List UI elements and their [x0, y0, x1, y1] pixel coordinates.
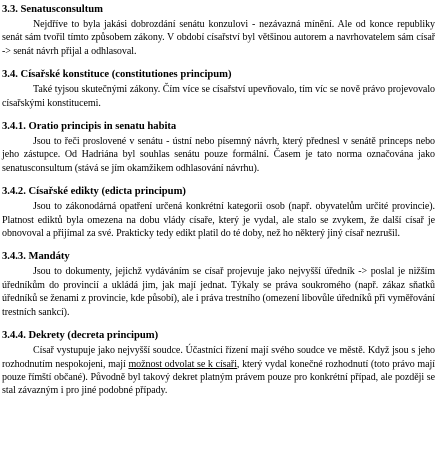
section-oratio-principis [2, 120, 435, 175]
section-cisarske-edikty [2, 185, 435, 240]
section-paragraph [2, 344, 435, 398]
section-dekrety [2, 329, 435, 398]
paragraph-text: Císař vystupuje jako nejvyšší soudce. Účastníci řízení mají svého soudce ve městě. Když jsou s jeho rozhodnutím nespokojeni, mají [2, 345, 435, 370]
section-senatusconsultum [2, 3, 435, 58]
section-cisarske-konstituce [2, 68, 435, 110]
section-heading: 3.4.1. Oratio principis in senatu habita [2, 121, 177, 133]
section-heading: 3.4.4. Dekrety (decreta principum) [2, 330, 159, 342]
section-paragraph: Jsou to zákonodárná opatření určená konkrétní kategorii osob (např. obyvatelům určité provincie). Platnost ediktů byla omezena na dobu vlády císaře, který je vydal, ale stalo se zvykem, že další císař je obnovoval a přijímal za své. Prakticky tedy edikt platil do té doby, než ho některý jiný císař nezrušil. [2, 201, 435, 240]
section-paragraph: Nejdříve to byla jakási dobrozdání senátu konzulovi - nezávazná mínění. Ale od konce republiky senát sám tvořil tímto způsobem zákony. V období císařství byl většinou autorem a navrhovatelem sám císař -> senát návrh přijal a odhlasoval. [2, 19, 435, 57]
section-heading: 3.4.3. Mandáty [2, 251, 70, 263]
section-heading: 3.4.2. Císařské edikty (edicta principum) [2, 186, 186, 198]
section-heading: 3.4. Císařské konstituce (constitutiones principum) [2, 69, 232, 81]
section-paragraph: Jsou to řeči proslovené v senátu - ústní nebo písemný návrh, který přednesl v senátě princeps nebo jeho zástupce. Od Hadriána byl souhlas senátu pouze formální. Časem je tato norma označována jako senatusconsultum (stává se jím okamžikem odhlasování návrhu). [2, 136, 435, 174]
section-mandaty [2, 250, 435, 319]
underlined-phrase: možnost odvolat se k císaři [128, 358, 237, 370]
section-paragraph: Také tyjsou skutečnými zákony. Čím více se císařství upevňovalo, tím víc se nově právo projevovalo císařskými konstitucemi. [2, 84, 435, 109]
section-paragraph: Jsou to dokumenty, jejichž vydáváním se císař projevuje jako nejvyšší úředník -> poslal je nižším úředníkům do provincií a ukládá jim, jak mají jednat. Týkaly se práva soukromého (např. zákaz sňatků úředníků se ženami z provincie, kde působí), ale i práva trestního (omezení libovůle úředníků při vyměřování trestních sankcí). [2, 266, 435, 318]
paragraph-text: , který vydal konečné rozhodnutí (toto právo mají pouze římští občané). Původně byl takový dekret platným právem pouze pro konkrétní případ, ale později se stal závazným i pro jiné podobné případy. [2, 358, 435, 397]
section-heading: 3.3. Senatusconsultum [2, 4, 103, 15]
